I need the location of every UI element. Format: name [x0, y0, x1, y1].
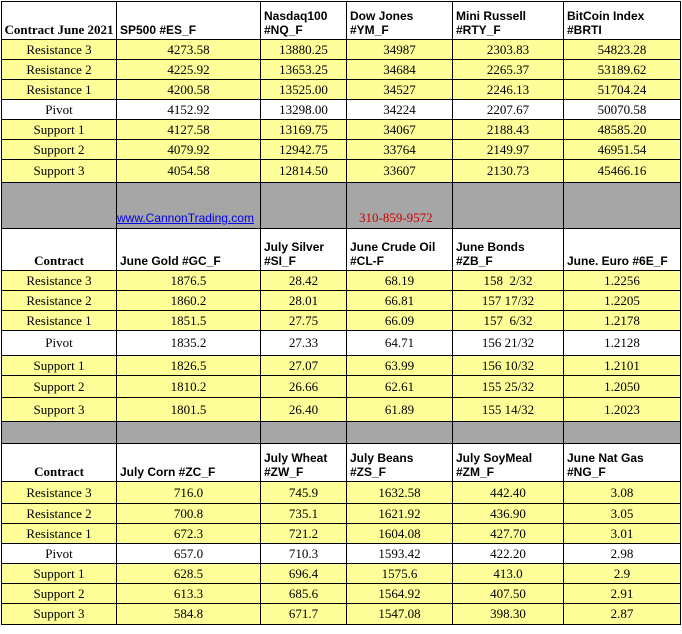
level-value: 710.3: [261, 544, 347, 564]
section-2: [2, 229, 681, 422]
level-value: 62.61: [347, 376, 453, 398]
table-row: [2, 60, 681, 80]
column-header: SP500 #ES_F: [117, 2, 261, 40]
level-value: 46951.54: [564, 140, 681, 160]
table-row: [2, 271, 681, 291]
level-value: 3.01: [564, 524, 681, 544]
level-value: 66.81: [347, 291, 453, 311]
level-value: 12814.50: [261, 160, 347, 183]
level-value: 672.3: [117, 524, 261, 544]
level-value: 2.98: [564, 544, 681, 564]
row-label: Resistance 1: [2, 524, 117, 544]
level-value: 157 17/32: [453, 291, 564, 311]
level-value: 26.66: [261, 376, 347, 398]
level-value: 2130.73: [453, 160, 564, 183]
level-value: 721.2: [261, 524, 347, 544]
level-value: 442.40: [453, 482, 564, 504]
level-value: 1.2050: [564, 376, 681, 398]
level-value: 584.8: [117, 604, 261, 625]
level-value: 427.70: [453, 524, 564, 544]
table-row: [2, 100, 681, 120]
column-header: Mini Russell #RTY_F: [453, 2, 564, 40]
level-value: 1860.2: [117, 291, 261, 311]
level-value: 27.07: [261, 356, 347, 376]
level-value: 1.2256: [564, 271, 681, 291]
level-value: 27.75: [261, 311, 347, 331]
level-value: 1.2178: [564, 311, 681, 331]
level-value: 33764: [347, 140, 453, 160]
column-header: July Wheat #ZW_F: [261, 444, 347, 482]
column-header: Dow Jones #YM_F: [347, 2, 453, 40]
level-value: 2.91: [564, 584, 681, 604]
column-header: July SoyMeal #ZM_F: [453, 444, 564, 482]
level-value: 4054.58: [117, 160, 261, 183]
level-value: 4127.58: [117, 120, 261, 140]
level-value: 2.9: [564, 564, 681, 584]
level-value: 4079.92: [117, 140, 261, 160]
column-header: June. Euro #6E_F: [564, 229, 681, 271]
banner-row-group: [2, 183, 681, 229]
phone-number: 310-859-9572: [359, 210, 433, 225]
level-value: 54823.28: [564, 40, 681, 60]
row-label: Pivot: [2, 544, 117, 564]
phone-cell: [347, 183, 453, 229]
level-value: 1621.92: [347, 504, 453, 524]
level-value: 1.2205: [564, 291, 681, 311]
level-value: 34684: [347, 60, 453, 80]
level-value: 63.99: [347, 356, 453, 376]
website-cell: [117, 183, 261, 229]
level-value: 61.89: [347, 398, 453, 422]
table-row: [2, 564, 681, 584]
header-row: [2, 229, 681, 271]
column-header: June Gold #GC_F: [117, 229, 261, 271]
level-value: 413.0: [453, 564, 564, 584]
level-value: 716.0: [117, 482, 261, 504]
level-value: 2246.13: [453, 80, 564, 100]
gray-divider-cell: [347, 422, 453, 444]
level-value: 3.08: [564, 482, 681, 504]
table-row: [2, 40, 681, 60]
table-row: [2, 524, 681, 544]
level-value: 2149.97: [453, 140, 564, 160]
column-header: June Crude Oil #CL-F: [347, 229, 453, 271]
level-value: 34224: [347, 100, 453, 120]
contract-header: Contract June 2021: [2, 2, 117, 40]
row-label: Support 1: [2, 120, 117, 140]
gray-divider-cell: [261, 183, 347, 229]
row-label: Support 2: [2, 584, 117, 604]
row-label: Pivot: [2, 100, 117, 120]
table-row: [2, 311, 681, 331]
column-header: June Bonds #ZB_F: [453, 229, 564, 271]
level-value: 628.5: [117, 564, 261, 584]
level-value: 1593.42: [347, 544, 453, 564]
table-row: [2, 331, 681, 356]
level-value: 156 10/32: [453, 356, 564, 376]
row-label: Support 2: [2, 376, 117, 398]
row-label: Resistance 1: [2, 311, 117, 331]
row-label: Resistance 2: [2, 60, 117, 80]
row-label: Resistance 3: [2, 40, 117, 60]
table-row: [2, 584, 681, 604]
level-value: 1.2101: [564, 356, 681, 376]
level-value: 1.2128: [564, 331, 681, 356]
gray-divider-cell: [453, 422, 564, 444]
level-value: 50070.58: [564, 100, 681, 120]
table-row: [2, 160, 681, 183]
level-value: 28.42: [261, 271, 347, 291]
level-value: 13525.00: [261, 80, 347, 100]
level-value: 13169.75: [261, 120, 347, 140]
level-value: 398.30: [453, 604, 564, 625]
level-value: 68.19: [347, 271, 453, 291]
column-header: June Nat Gas #NG_F: [564, 444, 681, 482]
level-value: 28.01: [261, 291, 347, 311]
level-value: 613.3: [117, 584, 261, 604]
level-value: 4273.58: [117, 40, 261, 60]
gray-divider-cell: [2, 422, 117, 444]
row-label: Support 1: [2, 356, 117, 376]
column-header: Nasdaq100 #NQ_F: [261, 2, 347, 40]
level-value: 1835.2: [117, 331, 261, 356]
row-label: Support 2: [2, 140, 117, 160]
table-row: [2, 376, 681, 398]
table-row: [2, 291, 681, 311]
table-row: [2, 604, 681, 625]
level-value: 12942.75: [261, 140, 347, 160]
row-label: Support 1: [2, 564, 117, 584]
level-value: 13653.25: [261, 60, 347, 80]
level-value: 1547.08: [347, 604, 453, 625]
contract-header: Contract: [2, 444, 117, 482]
level-value: 4200.58: [117, 80, 261, 100]
level-value: 685.6: [261, 584, 347, 604]
level-value: 745.9: [261, 482, 347, 504]
level-value: 1851.5: [117, 311, 261, 331]
level-value: 156 21/32: [453, 331, 564, 356]
level-value: 700.8: [117, 504, 261, 524]
section-3: [2, 444, 681, 625]
level-value: 158 2/32: [453, 271, 564, 291]
level-value: 671.7: [261, 604, 347, 625]
gray-divider-cell: [2, 183, 117, 229]
gray-divider-cell: [117, 422, 261, 444]
level-value: 45466.16: [564, 160, 681, 183]
header-row: [2, 444, 681, 482]
level-value: 13298.00: [261, 100, 347, 120]
level-value: 27.33: [261, 331, 347, 356]
row-label: Support 3: [2, 398, 117, 422]
level-value: 2188.43: [453, 120, 564, 140]
level-value: 3.05: [564, 504, 681, 524]
table-row: [2, 120, 681, 140]
row-label: Resistance 2: [2, 504, 117, 524]
row-label: Resistance 2: [2, 291, 117, 311]
table-row: [2, 140, 681, 160]
section-1: [2, 2, 681, 183]
level-value: 657.0: [117, 544, 261, 564]
gray-spacer-row: [2, 422, 681, 444]
level-value: 53189.62: [564, 60, 681, 80]
level-value: 1826.5: [117, 356, 261, 376]
table-row: [2, 356, 681, 376]
table-row: [2, 482, 681, 504]
level-value: 407.50: [453, 584, 564, 604]
column-header: BitCoin Index #BRTI: [564, 2, 681, 40]
level-value: 1604.08: [347, 524, 453, 544]
level-value: 422.20: [453, 544, 564, 564]
row-label: Resistance 3: [2, 482, 117, 504]
level-value: 155 14/32: [453, 398, 564, 422]
column-header: July Silver #SI_F: [261, 229, 347, 271]
row-label: Resistance 1: [2, 80, 117, 100]
table-row: [2, 544, 681, 564]
gray-divider-cell: [564, 183, 681, 229]
level-value: 34067: [347, 120, 453, 140]
level-value: 1810.2: [117, 376, 261, 398]
level-value: 4152.92: [117, 100, 261, 120]
level-value: 1564.92: [347, 584, 453, 604]
level-value: 155 25/32: [453, 376, 564, 398]
gray-divider-cell: [261, 422, 347, 444]
level-value: 2265.37: [453, 60, 564, 80]
gray-divider-cell: [453, 183, 564, 229]
level-value: 4225.92: [117, 60, 261, 80]
header-row: [2, 2, 681, 40]
table-row: [2, 504, 681, 524]
level-value: 48585.20: [564, 120, 681, 140]
gray-divider-cell: [564, 422, 681, 444]
level-value: 13880.25: [261, 40, 347, 60]
column-header: July Beans #ZS_F: [347, 444, 453, 482]
level-value: 34987: [347, 40, 453, 60]
gray-spacer-group: [2, 422, 681, 444]
banner-row: [2, 183, 681, 229]
contract-header: Contract: [2, 229, 117, 271]
level-value: 157 6/32: [453, 311, 564, 331]
level-value: 33607: [347, 160, 453, 183]
level-value: 1575.6: [347, 564, 453, 584]
level-value: 34527: [347, 80, 453, 100]
level-value: 51704.24: [564, 80, 681, 100]
level-value: 2.87: [564, 604, 681, 625]
website-link[interactable]: www.CannonTrading.com: [117, 211, 254, 225]
level-value: 64.71: [347, 331, 453, 356]
level-value: 2207.67: [453, 100, 564, 120]
level-value: 1.2023: [564, 398, 681, 422]
level-value: 1632.58: [347, 482, 453, 504]
pivot-levels-table: [1, 1, 681, 625]
level-value: 696.4: [261, 564, 347, 584]
table-row: [2, 80, 681, 100]
column-header: July Corn #ZC_F: [117, 444, 261, 482]
row-label: Support 3: [2, 160, 117, 183]
level-value: 66.09: [347, 311, 453, 331]
row-label: Support 3: [2, 604, 117, 625]
level-value: 1801.5: [117, 398, 261, 422]
level-value: 735.1: [261, 504, 347, 524]
level-value: 436.90: [453, 504, 564, 524]
table-row: [2, 398, 681, 422]
level-value: 2303.83: [453, 40, 564, 60]
row-label: Resistance 3: [2, 271, 117, 291]
row-label: Pivot: [2, 331, 117, 356]
level-value: 26.40: [261, 398, 347, 422]
level-value: 1876.5: [117, 271, 261, 291]
